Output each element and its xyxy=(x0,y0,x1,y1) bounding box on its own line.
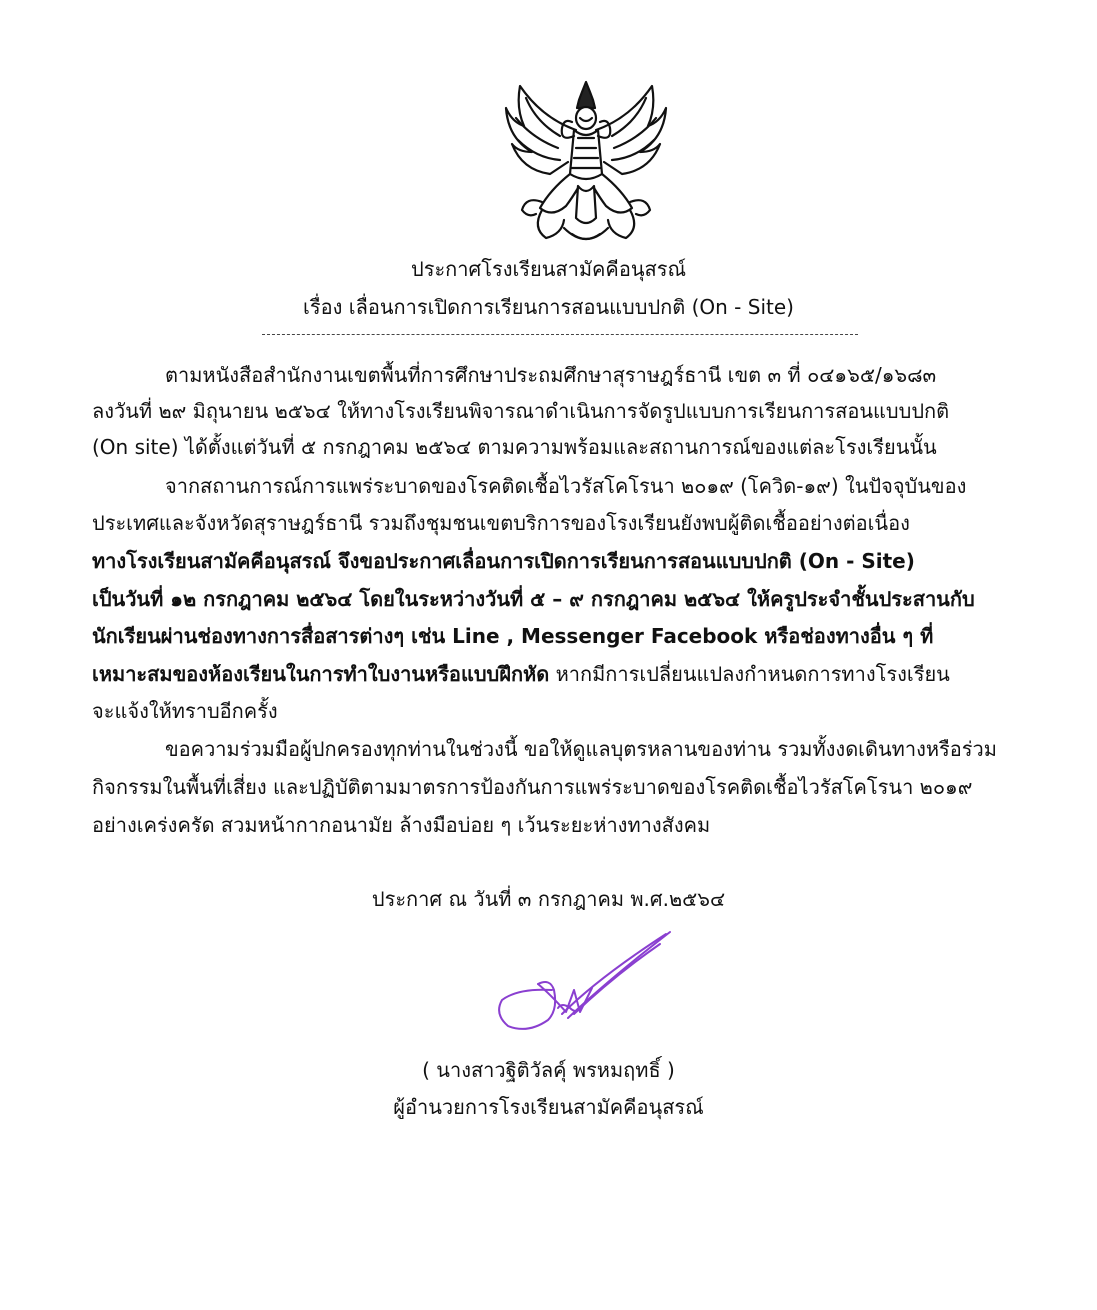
announcement-subject: เรื่อง เลื่อนการเปิดการเรียนการสอนแบบปกติ (On - Site) xyxy=(303,295,794,319)
signature-image xyxy=(488,928,678,1040)
announcement-date: ประกาศ ณ วันที่ ๓ กรกฎาคม พ.ศ.๒๕๖๔ xyxy=(371,887,726,911)
signer-title: ผู้อำนวยการโรงเรียนสามัคคีอนุสรณ์ xyxy=(393,1095,704,1119)
announcement-title: ประกาศโรงเรียนสามัคคีอนุสรณ์ xyxy=(411,257,686,281)
paragraph-2-line-6-normal: หากมีการเปลี่ยนแปลงกำหนดการทางโรงเรียน xyxy=(549,662,950,686)
paragraph-3-line-3: อย่างเคร่งครัด สวมหน้ากากอนามัย ล้างมือบ่อย ๆ เว้นระยะห่างทางสังคม xyxy=(92,813,711,837)
divider-line xyxy=(262,334,858,335)
paragraph-2-line-1: จากสถานการณ์การแพร่ระบาดของโรคติดเชื้อไวรัสโคโรนา ๒๐๑๙ (โควิด-๑๙) ในปัจจุบันของ xyxy=(165,474,967,498)
paragraph-2-line-6 xyxy=(92,659,1052,689)
paragraph-3-line-2: กิจกรรมในพื้นที่เสี่ยง และปฏิบัติตามมาตรการป้องกันการแพร่ระบาดของโรคติดเชื้อไวรัสโคโรนา ๒๐๑๙ xyxy=(92,775,973,799)
paragraph-1-line-3: (On site) ได้ตั้งแต่วันที่ ๕ กรกฎาคม ๒๕๖๔ ตามความพร้อมและสถานการณ์ของแต่ละโรงเรียนนั้น xyxy=(92,435,937,459)
paragraph-2-line-6-bold: เหมาะสมของห้องเรียนในการทำใบงานหรือแบบฝึกหัด xyxy=(92,662,550,686)
garuda-emblem-icon xyxy=(502,78,670,250)
paragraph-2-line-3: ทางโรงเรียนสามัคคีอนุสรณ์ จึงขอประกาศเลื่อนการเปิดการเรียนการสอนแบบปกติ (On - Site) xyxy=(92,549,915,573)
paragraph-2-line-2: ประเทศและจังหวัดสุราษฎร์ธานี รวมถึงชุมชนเขตบริการของโรงเรียนยังพบผู้ติดเชื้ออย่างต่อเนื่อง xyxy=(92,511,910,535)
signer-name: ( นางสาวฐิติวัลคุ์ พรหมฤทธิ์ ) xyxy=(422,1058,675,1082)
paragraph-1-line-1: ตามหนังสือสำนักงานเขตพื้นที่การศึกษาประถมศึกษาสุราษฎร์ธานี เขต ๓ ที่ ๐๔๑๖๕/๑๖๘๓ xyxy=(165,363,937,387)
paragraph-2-line-5: นักเรียนผ่านช่องทางการสื่อสารต่างๆ เช่น Line , Messenger Facebook หรือช่องทางอื่น ๆ ที่ xyxy=(92,624,934,648)
paragraph-2-line-4: เป็นวันที่ ๑๒ กรกฎาคม ๒๕๖๔ โดยในระหว่างวันที่ ๕ – ๙ กรกฎาคม ๒๕๖๔ ให้ครูประจำชั้นประสานกับ xyxy=(92,587,975,611)
paragraph-2-line-7: จะแจ้งให้ทราบอีกครั้ง xyxy=(92,699,278,723)
paragraph-3-line-1: ขอความร่วมมือผู้ปกครองทุกท่านในช่วงนี้ ขอให้ดูแลบุตรหลานของท่าน รวมทั้งงดเดินทางหรือร่วม xyxy=(165,737,997,761)
paragraph-1-line-2: ลงวันที่ ๒๙ มิถุนายน ๒๕๖๔ ให้ทางโรงเรียนพิจารณาดำเนินการจัดรูปแบบการเรียนการสอนแบบปกติ xyxy=(92,399,950,423)
